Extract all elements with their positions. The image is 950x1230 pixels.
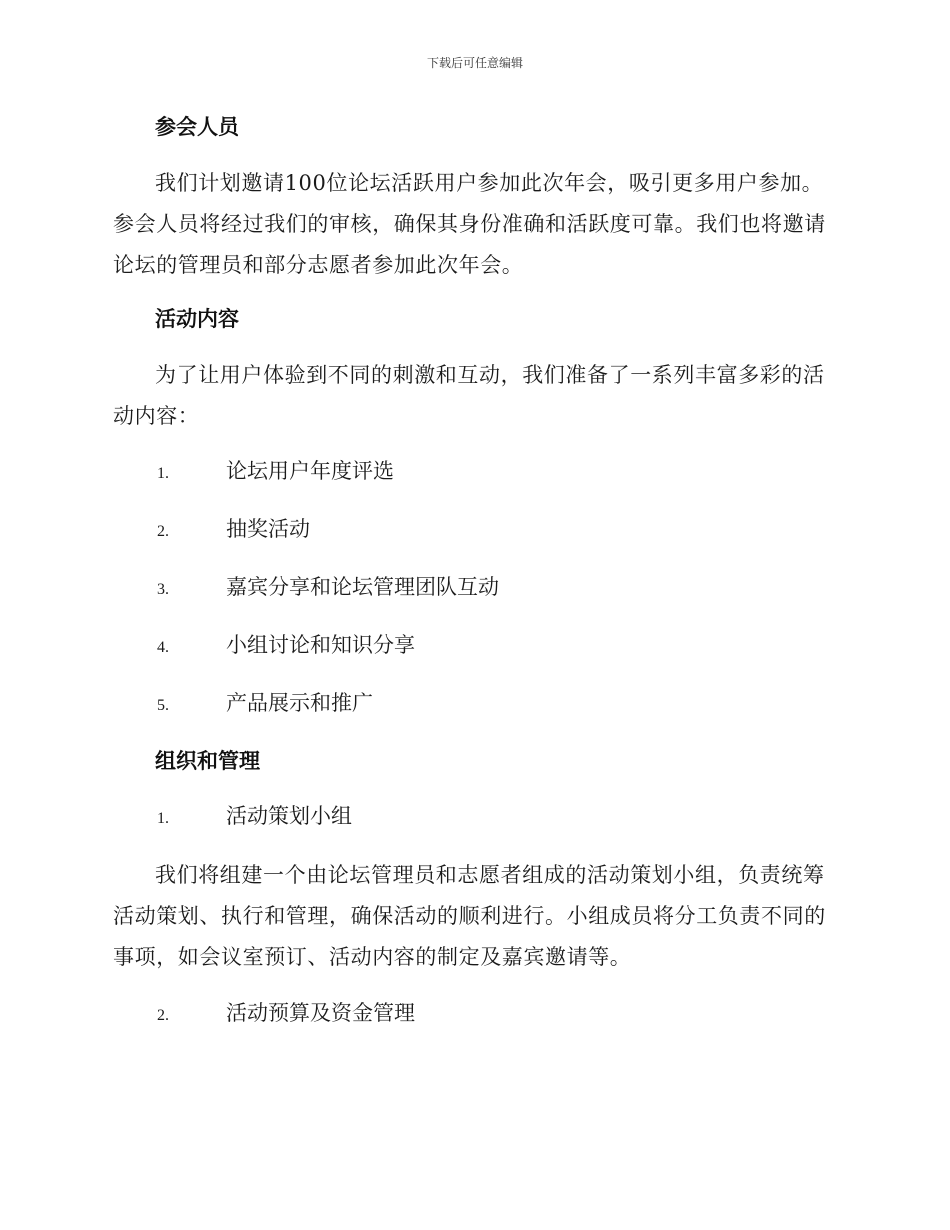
list-number: 3. <box>157 581 169 598</box>
list-text: 嘉宾分享和论坛管理团队互动 <box>226 575 499 599</box>
list-text: 活动策划小组 <box>226 804 352 828</box>
list-text: 活动预算及资金管理 <box>226 1001 415 1025</box>
list-number: 1. <box>157 465 169 482</box>
attendees-paragraph: 我们计划邀请100位论坛活跃用户参加此次年会，吸引更多用户参加。参会人员将经过我们的审核，确保其身份准确和活跃度可靠。我们也将邀请论坛的管理员和部分志愿者参加此次年会。 <box>113 171 826 277</box>
list-number: 4. <box>157 639 169 656</box>
list-number: 1. <box>157 810 169 827</box>
list-text: 论坛用户年度评选 <box>226 459 394 483</box>
list-item <box>113 510 833 551</box>
list-item <box>113 626 833 667</box>
list-item <box>113 797 833 838</box>
list-number: 2. <box>157 523 169 540</box>
organization-paragraph: 我们将组建一个由论坛管理员和志愿者组成的活动策划小组，负责统筹活动策划、执行和管理，确保活动的顺利进行。小组成员将分工负责不同的事项，如会议室预订、活动内容的制定及嘉宾邀请等。 <box>113 863 826 969</box>
list-number: 5. <box>157 697 169 714</box>
activities-list <box>113 452 833 725</box>
section-heading-organization: 组织和管理 <box>155 749 260 773</box>
list-number: 2. <box>157 1007 169 1024</box>
list-item <box>113 568 833 609</box>
list-text: 抽奖活动 <box>226 517 310 541</box>
activities-paragraph: 为了让用户体验到不同的刺激和互动，我们准备了一系列丰富多彩的活动内容： <box>113 363 825 428</box>
section-heading-activities: 活动内容 <box>155 307 239 331</box>
list-text: 产品展示和推广 <box>226 691 373 715</box>
list-item <box>113 452 833 493</box>
list-item <box>113 994 833 1035</box>
document-body <box>113 108 833 1035</box>
section-heading-attendees: 参会人员 <box>155 115 239 139</box>
list-text: 小组讨论和知识分享 <box>226 633 415 657</box>
list-item <box>113 684 833 725</box>
header-note: 下载后可任意编辑 <box>426 56 523 70</box>
